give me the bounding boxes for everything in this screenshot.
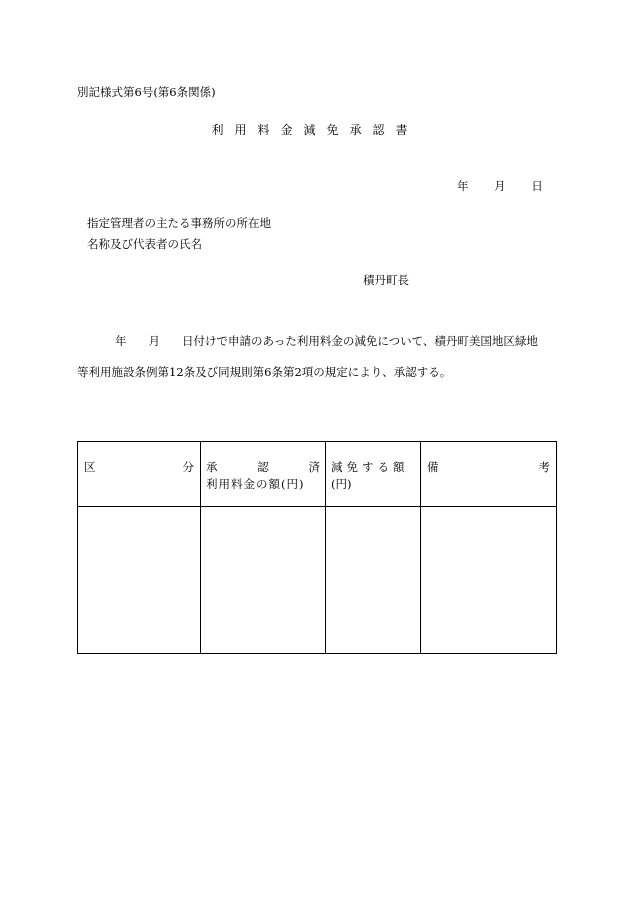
header-remarks-b: 考 — [538, 460, 550, 474]
approval-table — [77, 441, 557, 654]
body-month: 月 — [148, 334, 160, 348]
body-line-1 — [115, 335, 538, 349]
cell-remarks — [421, 507, 557, 654]
cell-category — [78, 507, 201, 654]
cell-reduction-amount — [326, 507, 421, 654]
recipient-address-label: 指定管理者の主たる事務所の所在地 — [87, 216, 271, 230]
header-category-a: 区 — [84, 460, 96, 474]
recipient-name-label: 名称及び代表者の氏名 — [87, 237, 202, 251]
body-line-2: 等利用施設条例第12条及び同規則第6条第2項の規定により、承認する。 — [77, 365, 452, 379]
header-approved-line2: 利用料金の額(円) — [206, 476, 305, 491]
date-day: 日 — [531, 179, 543, 193]
header-remarks-a: 備 — [427, 460, 439, 474]
header-category-b: 分 — [182, 460, 194, 474]
form-label: 別記様式第6号(第6条関係) — [77, 85, 216, 99]
date-line — [457, 180, 543, 194]
header-reduction-amount — [326, 442, 421, 507]
header-remarks — [421, 442, 557, 507]
date-year: 年 — [457, 179, 469, 193]
table-row — [78, 507, 557, 654]
document-title: 利用料金減免承認書 — [211, 123, 419, 137]
header-reduction-line2: (円) — [331, 476, 352, 491]
header-approved-b: 認 — [257, 460, 269, 474]
date-month: 月 — [494, 179, 506, 193]
header-reduction-line1: 減免する額 — [331, 460, 409, 474]
header-approved-a: 承 — [206, 460, 218, 474]
issuer: 積丹町長 — [363, 273, 409, 287]
table-header-row — [78, 442, 557, 507]
body-year: 年 — [115, 334, 127, 348]
header-category — [78, 442, 201, 507]
header-approved-fee — [201, 442, 326, 507]
body-line-1-text: 日付けで申請のあった利用料金の減免について、積丹町美国地区緑地 — [182, 334, 538, 348]
header-approved-c: 済 — [308, 460, 320, 474]
cell-approved-fee — [201, 507, 326, 654]
